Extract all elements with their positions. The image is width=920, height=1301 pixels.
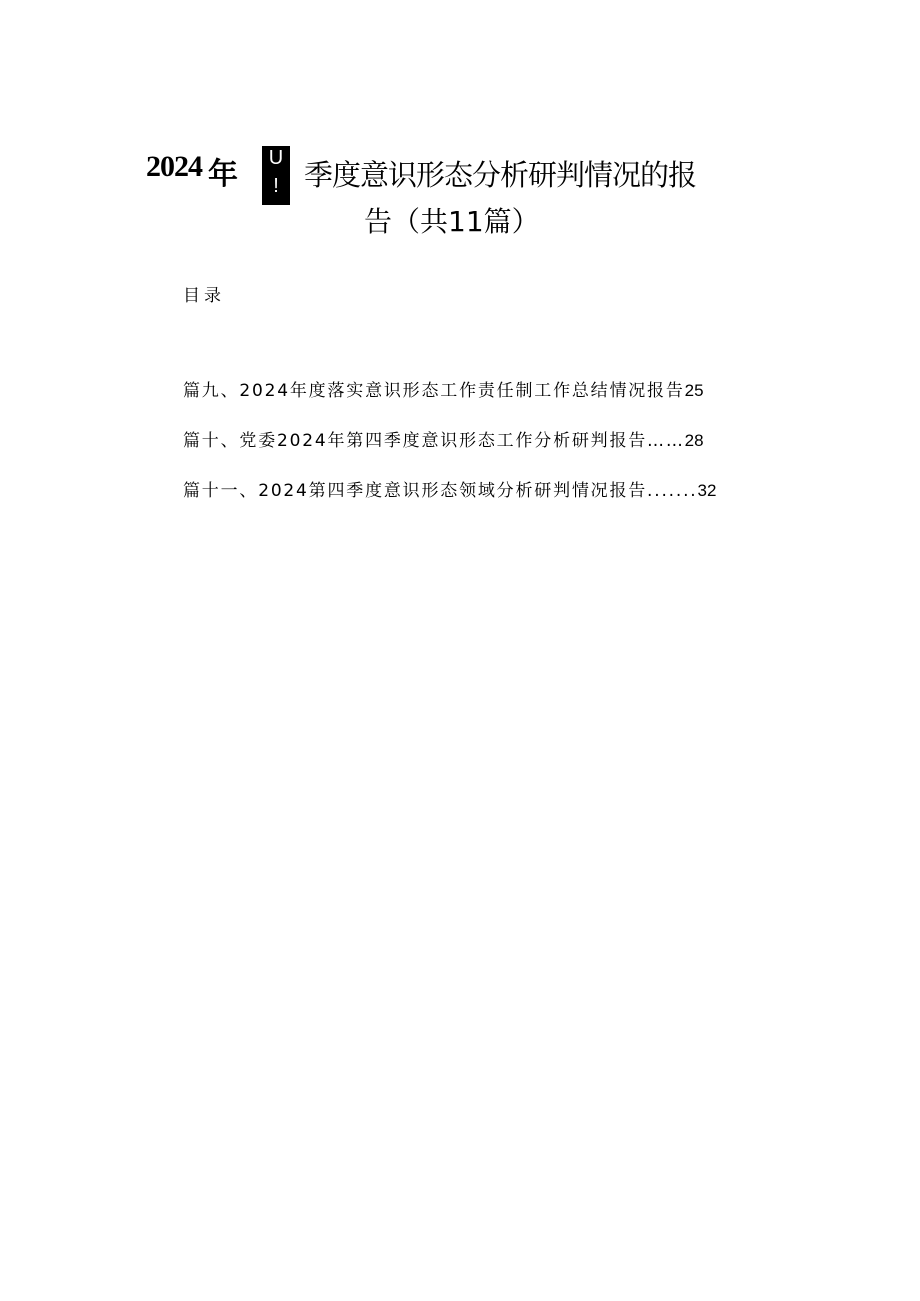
- title-box-top-glyph: U: [268, 147, 284, 169]
- toc-entry-text: 篇十、党委2024年第四季度意识形态工作分析研判报告……: [183, 431, 685, 451]
- title-year-char: 年: [208, 157, 238, 192]
- title-year: 2024: [146, 150, 202, 183]
- toc-heading: 目录: [183, 286, 225, 306]
- toc-entry[interactable]: [183, 426, 704, 451]
- title-box-bottom-glyph: !: [273, 175, 279, 197]
- toc-entry[interactable]: [183, 476, 716, 501]
- toc-entry-page: 28: [684, 431, 704, 450]
- document-title-line-2: 告（共11篇）: [364, 205, 540, 238]
- toc-entry-text: 篇十一、2024第四季度意识形态领域分析研判情况报告.......: [183, 481, 698, 501]
- title-redaction-box: [262, 146, 290, 205]
- toc-entry-page: 25: [684, 381, 704, 400]
- title-text: 季度意识形态分析研判情况的报: [304, 158, 697, 192]
- toc-entry-page: 32: [697, 481, 717, 500]
- toc-entry[interactable]: [183, 376, 704, 401]
- toc-entry-text: 篇九、2024年度落实意识形态工作责任制工作总结情况报告: [183, 381, 685, 401]
